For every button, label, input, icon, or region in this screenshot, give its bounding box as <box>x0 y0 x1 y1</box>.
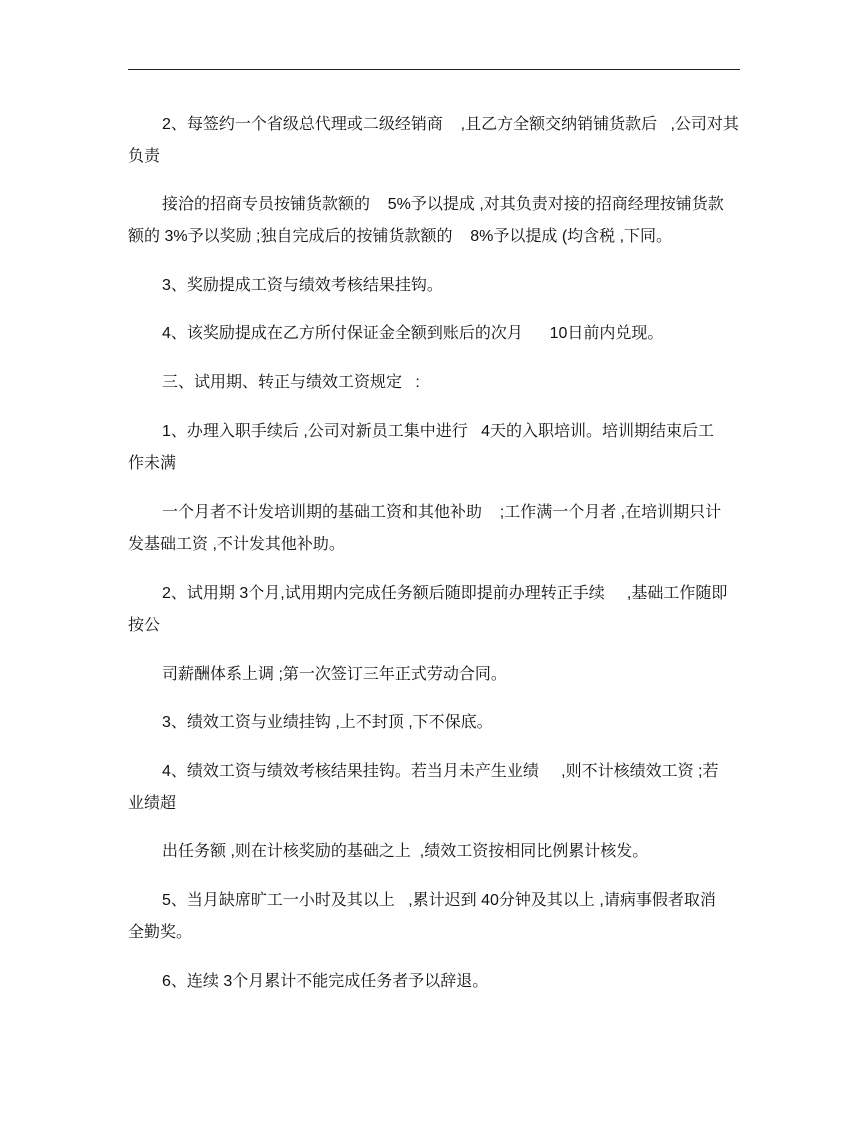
paragraph-line: 接洽的招商专员按铺货款额的 5%予以提成 ,对其负责对接的招商经理按铺货款 <box>162 196 724 213</box>
paragraph-line: 出任务额 ,则在计核奖励的基础之上 ,绩效工资按相同比例累计核发。 <box>162 843 649 860</box>
paragraph-line: 发基础工资 ,不计发其他补助。 <box>128 536 345 553</box>
paragraph-line: 3、绩效工资与业绩挂钩 ,上不封顶 ,下不保底。 <box>162 714 493 731</box>
paragraph-line: 2、每签约一个省级总代理或二级经销商 ,且乙方全额交纳销铺货款后 ,公司对其 <box>162 116 739 133</box>
paragraph-line: 业绩超 <box>128 795 177 812</box>
paragraph-line: 2、试用期 3个月,试用期内完成任务额后随即提前办理转正手续 ,基础工作随即 <box>162 585 728 602</box>
paragraph-line: 4、该奖励提成在乙方所付保证金全额到账后的次月 10日前内兑现。 <box>162 325 664 342</box>
paragraph-line: 1、办理入职手续后 ,公司对新员工集中进行 4天的入职培训。培训期结束后工 <box>162 423 715 440</box>
paragraph-line: 5、当月缺席旷工一小时及其以上 ,累计迟到 40分钟及其以上 ,请病事假者取消 <box>162 892 716 909</box>
paragraph-line: 负责 <box>128 148 161 165</box>
paragraph-line: 额的 3%予以奖励 ;独自完成后的按铺货款额的 8%予以提成 (均含税 ,下同。 <box>128 228 673 245</box>
paragraph-line: 全勤奖。 <box>128 924 193 941</box>
paragraph-line: 3、奖励提成工资与绩效考核结果挂钩。 <box>162 277 443 294</box>
paragraph-line: 6、连续 3个月累计不能完成任务者予以辞退。 <box>162 973 489 990</box>
paragraph-line: 一个月者不计发培训期的基础工资和其他补助 ;工作满一个月者 ,在培训期只计 <box>162 504 722 521</box>
paragraph-line: 司薪酬体系上调 ;第一次签订三年正式劳动合同。 <box>162 666 507 683</box>
header-rule <box>128 69 740 70</box>
paragraph-line: 作未满 <box>128 455 177 472</box>
section-heading: 三、试用期、转正与绩效工资规定 : <box>162 374 420 391</box>
paragraph-line: 4、绩效工资与绩效考核结果挂钩。若当月未产生业绩 ,则不计核绩效工资 ;若 <box>162 763 719 780</box>
paragraph-line: 按公 <box>128 617 161 634</box>
